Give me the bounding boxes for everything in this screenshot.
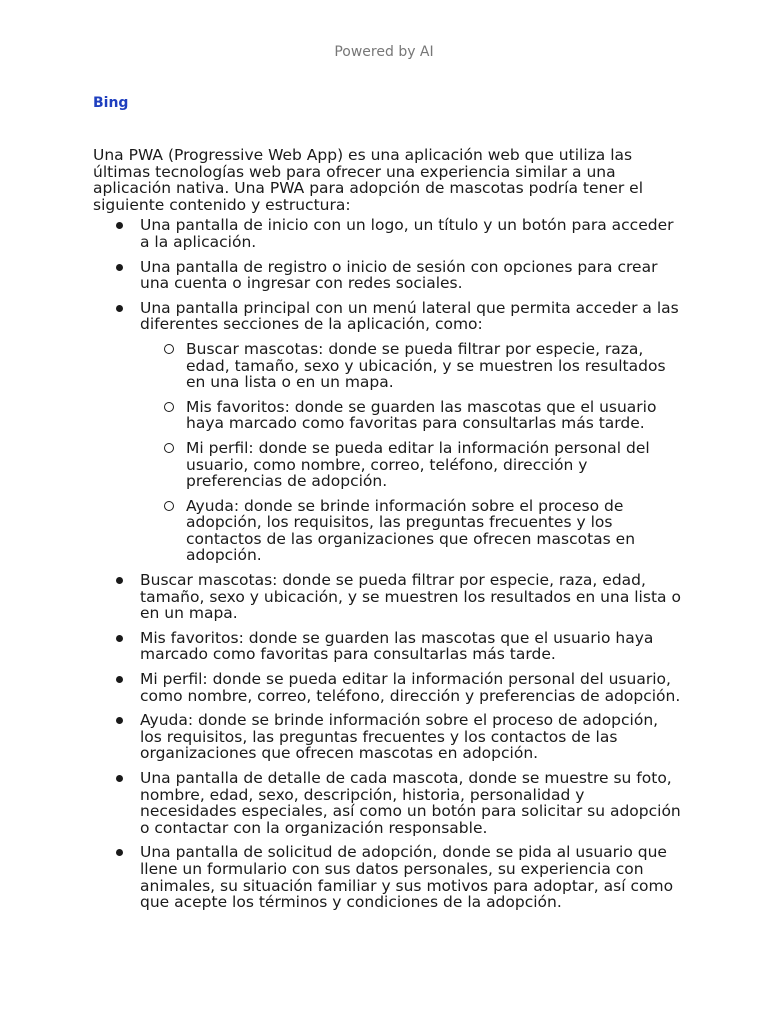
list-item-text: Mis favoritos: donde se guarden las mascotas que el usuario haya marcado como favoritas para consultarlas más tarde. (140, 628, 654, 664)
list-item-text: Una pantalla principal con un menú lateral que permita acceder a las diferentes secciones de la aplicación, como: (140, 298, 679, 334)
list-item (140, 671, 683, 704)
source-label: Bing (93, 95, 129, 111)
bullet-icon (116, 717, 123, 724)
document-body (93, 147, 683, 919)
hollow-bullet-icon (164, 402, 174, 412)
list-item (140, 844, 683, 910)
sub-list-item (186, 440, 683, 490)
list-item (140, 630, 683, 663)
bullet-icon (116, 222, 123, 229)
bullet-icon (116, 775, 123, 782)
sub-list-item-text: Mi perfil: donde se pueda editar la información personal del usuario, como nombre, correo, teléfono, dirección y preferencias de adopción. (186, 438, 650, 491)
list-item (140, 572, 683, 622)
bullet-icon (116, 849, 123, 856)
intro-paragraph: Una PWA (Progressive Web App) es una aplicación web que utiliza las últimas tecnologías web para ofrecer una experiencia similar a una aplicación nativa. Una PWA para adopción de mascotas podría tener el siguiente contenido y estructura: (93, 146, 644, 214)
list-item-text: Una pantalla de solicitud de adopción, donde se pida al usuario que llene un formulario con sus datos personales, su experiencia con animales, su situación familiar y sus motivos para adoptar, así como que acepte los términos y condiciones de la adopción. (140, 843, 674, 912)
sub-list-item (186, 341, 683, 391)
bullet-icon (116, 577, 123, 584)
sub-list-item-text: Buscar mascotas: donde se pueda filtrar por especie, raza, edad, tamaño, sexo y ubicación, y se muestren los resultados en una lista o en un mapa. (186, 339, 666, 392)
list-item-text: Buscar mascotas: donde se pueda filtrar por especie, raza, edad, tamaño, sexo y ubicación, y se muestren los resultados en una lista o en un mapa. (140, 571, 681, 623)
list-item-text: Una pantalla de detalle de cada mascota, donde se muestre su foto, nombre, edad, sexo, descripción, historia, personalidad y necesidades especiales, así como un botón para solicitar su adopción o contactar con la organización responsable. (140, 769, 681, 837)
list-item-text: Una pantalla de registro o inicio de sesión con opciones para crear una cuenta o ingresar con redes sociales. (140, 257, 658, 293)
sub-list-item-text: Mis favoritos: donde se guarden las mascotas que el usuario haya marcado como favoritas para consultarlas más tarde. (186, 397, 657, 433)
hollow-bullet-icon (164, 501, 174, 511)
sub-list-item (186, 399, 683, 432)
list-item (140, 300, 683, 564)
list-item (140, 712, 683, 762)
bullet-icon (116, 264, 123, 271)
sub-list (140, 341, 683, 564)
list-item-text: Mi perfil: donde se pueda editar la información personal del usuario, como nombre, correo, teléfono, dirección y preferencias de adopción. (140, 670, 681, 705)
list-item-text: Ayuda: donde se brinde información sobre el proceso de adopción, los requisitos, las preguntas frecuentes y los contactos de las organizaciones que ofrecen mascotas en adopción. (140, 711, 659, 763)
list-item-text: Una pantalla de inicio con un logo, un título y un botón para acceder a la aplicación. (140, 216, 674, 251)
sub-list-item-text: Ayuda: donde se brinde información sobre el proceso de adopción, los requisitos, las preguntas frecuentes y los contactos de las organizaciones que ofrecen mascotas en adopción. (186, 496, 636, 565)
main-list (93, 217, 683, 910)
hollow-bullet-icon (164, 443, 174, 453)
hollow-bullet-icon (164, 344, 174, 354)
sub-list-item (186, 498, 683, 564)
list-item (140, 217, 683, 250)
list-item (140, 770, 683, 836)
bullet-icon (116, 676, 123, 683)
list-item (140, 259, 683, 292)
bullet-icon (116, 635, 123, 642)
bullet-icon (116, 305, 123, 312)
powered-by-label: Powered by AI (334, 44, 434, 60)
